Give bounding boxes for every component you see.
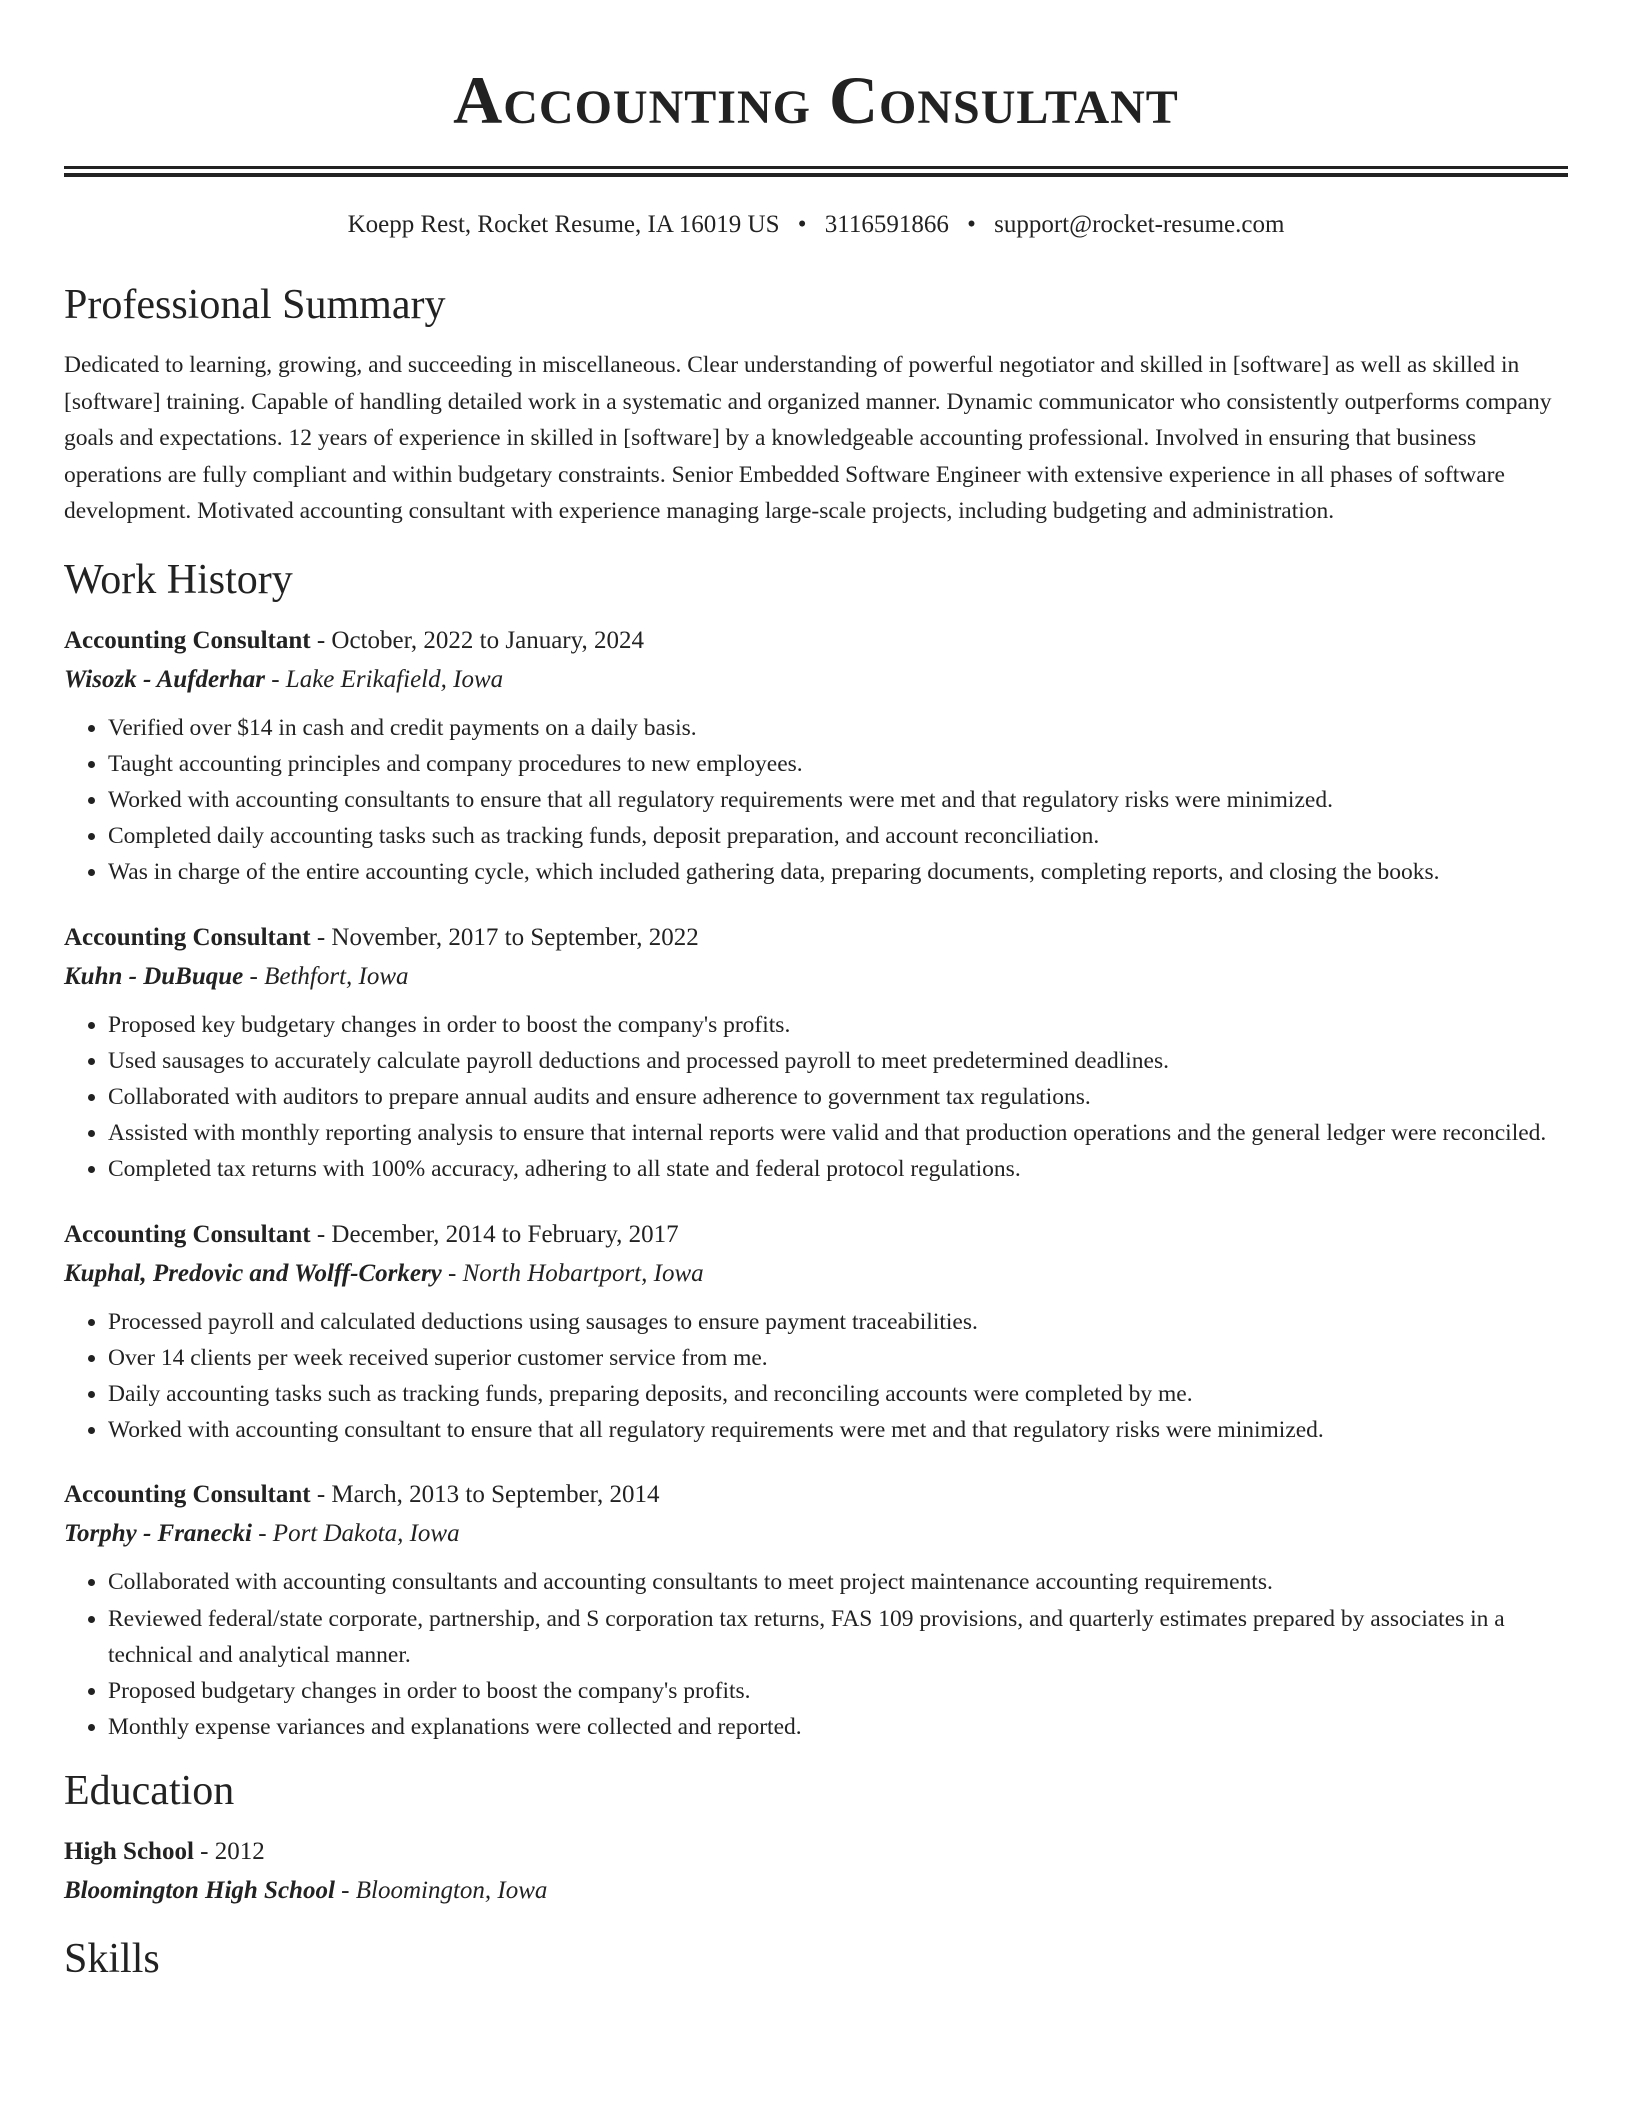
skills-heading: Skills — [64, 1936, 160, 1983]
list-item: • Completed daily accounting tasks such as tracking funds, deposit preparation, and account reconciliation. — [108, 818, 1568, 854]
job-role: Accounting Consultant — [64, 1481, 311, 1509]
job-role: Accounting Consultant — [64, 1220, 311, 1248]
job-employer — [64, 1514, 1568, 1554]
job-bullets — [64, 1304, 1568, 1449]
list-item: • Completed tax returns with 100% accuracy, adhering to all state and federal protocol regulations. — [108, 1151, 1568, 1187]
job-dates: - March, 2013 to September, 2014 — [310, 1481, 660, 1509]
education-heading: Education — [64, 1768, 235, 1815]
education-year: - 2012 — [193, 1838, 265, 1866]
list-item: • Proposed key budgetary changes in order to boost the company's profits. — [108, 1007, 1568, 1043]
job-entry — [64, 1216, 1568, 1449]
list-item: • Over 14 clients per week received superior customer service from me. — [108, 1340, 1568, 1376]
contact-email: support@rocket-resume.com — [994, 211, 1285, 238]
job-entry — [64, 919, 1568, 1188]
education-location: - Bloomington, Iowa — [334, 1877, 548, 1905]
job-bullets — [64, 1007, 1568, 1188]
list-item: • Verified over $14 in cash and credit payments on a daily basis. — [108, 710, 1568, 746]
list-item: • Daily accounting tasks such as tracking funds, preparing deposits, and reconciling accounts were completed by me. — [108, 1376, 1568, 1412]
job-employer — [64, 1254, 1568, 1294]
contact-separator: • — [797, 211, 807, 238]
contact-phone: 3116591866 — [824, 211, 949, 238]
job-location: - Lake Erikafield, Iowa — [264, 665, 504, 693]
list-item: • Used sausages to accurately calculate payroll deductions and processed payroll to meet predetermined deadlines. — [108, 1043, 1568, 1079]
job-bullets — [64, 1564, 1568, 1745]
job-header — [64, 1476, 1568, 1514]
job-location: - North Hobartport, Iowa — [441, 1259, 704, 1287]
job-company: Wisozk - Aufderhar — [64, 665, 265, 693]
education-school-line — [64, 1871, 1568, 1911]
education-entry — [64, 1833, 1568, 1911]
list-item: • Taught accounting principles and company procedures to new employees. — [108, 746, 1568, 782]
job-header — [64, 1216, 1568, 1254]
job-entry — [64, 1476, 1568, 1745]
summary-text: Dedicated to learning, growing, and succeeding in miscellaneous. Clear understanding of powerful negotiator and skilled in [software] as well as skilled in [software] training. Capable of handling detailed work in a systematic and organized manner. Dynamic communicator who consistently outperforms company goals and expectations. 12 years of experience in skilled in [software] by a knowledgeable accounting professional. Involved in ensuring that business operations are fully compliant and within budgetary constraints. Senior Embedded Software Engineer with extensive experience in all phases of software development. Motivated accounting consultant with experience managing large-scale projects, including budgeting and administration. — [64, 352, 1552, 524]
job-header — [64, 919, 1568, 957]
list-item: • Assisted with monthly reporting analysis to ensure that internal reports were valid and that production operations and the general ledger were reconciled. — [108, 1115, 1568, 1151]
summary-heading: Professional Summary — [64, 282, 446, 328]
contact-address: Koepp Rest, Rocket Resume, IA 16019 US — [347, 211, 780, 238]
job-entry — [64, 622, 1568, 891]
job-location: - Port Dakota, Iowa — [251, 1520, 460, 1548]
job-location: - Bethfort, Iowa — [243, 962, 409, 990]
list-item: • Monthly expense variances and explanations were collected and reported. — [108, 1709, 1568, 1745]
list-item: • Reviewed federal/state corporate, partnership, and S corporation tax returns, FAS 109 provisions, and quarterly estimates prepared by associates in a technical and analytical manner. — [108, 1601, 1568, 1673]
contact-separator: • — [967, 211, 976, 238]
list-item: • Worked with accounting consultants to ensure that all regulatory requirements were met and that regulatory risks were minimized. — [108, 782, 1568, 818]
list-item: • Worked with accounting consultant to ensure that all regulatory requirements were met and that regulatory risks were minimized. — [108, 1412, 1568, 1448]
resume-title: Accounting Consultant — [453, 62, 1179, 138]
list-item: • Was in charge of the entire accounting cycle, which included gathering data, preparing documents, completing reports, and closing the books. — [108, 854, 1568, 890]
job-dates: - November, 2017 to September, 2022 — [310, 923, 699, 951]
education-school: Bloomington High School — [64, 1877, 335, 1905]
job-role: Accounting Consultant — [64, 626, 311, 654]
list-item: • Collaborated with accounting consultants and accounting consultants to meet project maintenance accounting requirements. — [108, 1564, 1568, 1600]
job-company: Kuhn - DuBuque — [64, 962, 244, 990]
resume-page — [64, 0, 1568, 1985]
job-company: Kuphal, Predovic and Wolff-Corkery — [64, 1259, 442, 1287]
work-history-heading: Work History — [64, 556, 293, 603]
job-dates: - October, 2022 to January, 2024 — [310, 626, 644, 654]
education-header — [64, 1833, 1568, 1871]
education-degree: High School — [64, 1838, 194, 1866]
job-company: Torphy - Franecki — [64, 1520, 252, 1548]
job-header — [64, 622, 1568, 660]
job-dates: - December, 2014 to February, 2017 — [310, 1220, 679, 1248]
job-employer — [64, 660, 1568, 700]
job-bullets — [64, 710, 1568, 891]
contact-line — [64, 209, 1568, 241]
list-item: • Proposed budgetary changes in order to boost the company's profits. — [108, 1673, 1568, 1709]
job-role: Accounting Consultant — [64, 923, 311, 951]
title-divider — [64, 166, 1568, 177]
job-employer — [64, 957, 1568, 997]
list-item: • Processed payroll and calculated deductions using sausages to ensure payment traceabilities. — [108, 1304, 1568, 1340]
list-item: • Collaborated with auditors to prepare annual audits and ensure adherence to government tax regulations. — [108, 1079, 1568, 1115]
